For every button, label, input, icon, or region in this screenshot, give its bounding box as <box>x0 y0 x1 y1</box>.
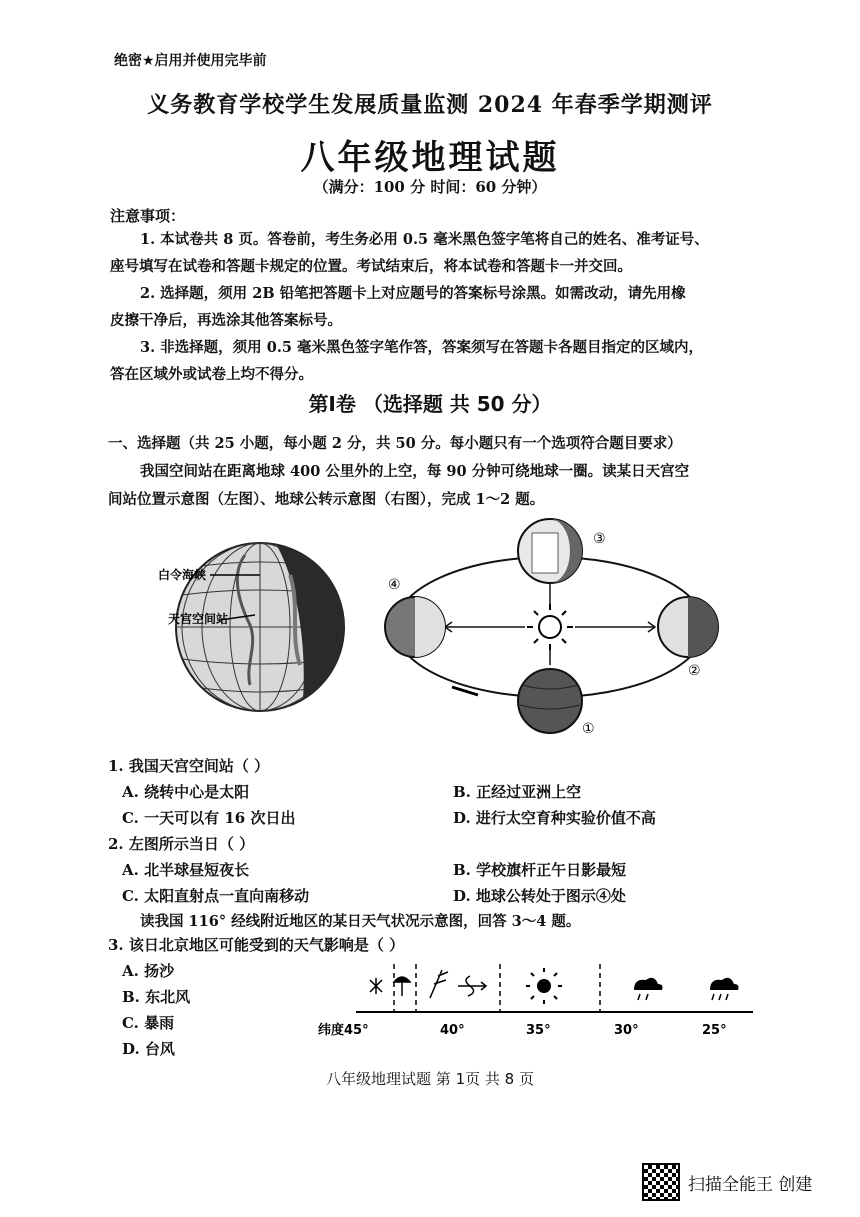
earth-position-4 <box>385 597 445 657</box>
option: C. 暴雨 <box>122 1014 175 1032</box>
earth-position-3 <box>518 519 582 583</box>
earth-position-2 <box>658 597 718 657</box>
label-bering-strait: 白令海峡 <box>158 568 207 582</box>
weather-intro: 读我国 116° 经线附近地区的某日天气状况示意图，回答 3～4 题。 <box>140 913 581 930</box>
note-line: 皮擦干净后，再选涂其他答案标号。 <box>110 312 342 329</box>
sunny-icon <box>526 968 562 1004</box>
sandstorm-icon <box>370 978 382 994</box>
option: A. 绕转中心是太阳 <box>122 783 250 801</box>
confidential-label: 绝密★启用并使用完毕前 <box>114 53 267 69</box>
scanner-watermark <box>642 1163 812 1201</box>
exam-name: 义务教育学校学生发展质量监测 2024 年春季学期测评 <box>147 92 713 118</box>
notes-heading: 注意事项： <box>110 207 186 225</box>
question-stem: 2. 左图所示当日（ ） <box>108 835 255 853</box>
position-label: ④ <box>388 577 401 593</box>
option: A. 扬沙 <box>122 962 175 980</box>
option: B. 东北风 <box>122 988 191 1006</box>
latitude-tick: 35° <box>526 1023 551 1038</box>
option: D. 进行太空育种实验价值不高 <box>453 809 656 827</box>
scanner-text: 扫描全能王 创建 <box>688 1174 813 1195</box>
option: D. 台风 <box>122 1040 175 1058</box>
sun-icon <box>527 604 573 650</box>
page-title: 八年级地理试题 <box>300 138 560 178</box>
exam-meta: （满分：100 分 时间：60 分钟） <box>313 178 547 196</box>
latitude-tick: 40° <box>440 1023 465 1038</box>
latitude-tick: 25° <box>702 1023 727 1038</box>
section-title: 第Ⅰ卷 （选择题 共 50 分） <box>308 392 552 416</box>
section-instruction: 一、选择题（共 25 小题，每小题 2 分，共 50 分。每小题只有一个选项符合题目要求） <box>108 435 682 452</box>
position-label: ③ <box>593 531 606 547</box>
position-label: ② <box>688 663 701 679</box>
qr-code-icon <box>642 1163 680 1201</box>
option: B. 学校旗杆正午日影最短 <box>453 861 627 879</box>
light-rain-icon <box>634 978 663 1000</box>
cloud-rain-icon <box>394 977 410 996</box>
label-space-station: 天宫空间站 <box>168 612 229 626</box>
orbit-figure <box>360 515 720 740</box>
latitude-tick: 30° <box>614 1023 639 1038</box>
wind-icon <box>430 970 448 998</box>
intro-text: 间站位置示意图（左图）、地球公转示意图（右图），完成 1～2 题。 <box>108 491 545 508</box>
position-label: ① <box>582 721 595 737</box>
heavy-rain-icon <box>710 978 739 1000</box>
note-line: 座号填写在试卷和答题卡规定的位置。考试结束后，将本试卷和答题卡一并交回。 <box>110 258 632 275</box>
note-line: 答在区域外或试卷上均不得分。 <box>110 366 313 383</box>
question-stem: 1. 我国天宫空间站（ ） <box>108 757 270 775</box>
option: C. 一天可以有 16 次日出 <box>122 809 296 827</box>
intro-text: 我国空间站在距离地球 400 公里外的上空，每 90 分钟可绕地球一圈。读某日天宫空 <box>140 463 690 480</box>
option: D. 地球公转处于图示④处 <box>453 887 626 905</box>
weather-diagram <box>318 962 758 1042</box>
option: B. 正经过亚洲上空 <box>453 783 582 801</box>
note-line: 2. 选择题，须用 2B 铅笔把答题卡上对应题号的答案标号涂黑。如需改动，请先用橡 <box>140 285 686 302</box>
dust-icon <box>458 976 486 996</box>
note-line: 3. 非选择题，须用 0.5 毫米黑色签字笔作答，答案须写在答题卡各题目指定的区域内， <box>140 339 704 356</box>
option: C. 太阳直射点一直向南移动 <box>122 887 310 905</box>
note-line: 1. 本试卷共 8 页。答卷前，考生务必用 0.5 毫米黑色签字笔将自己的姓名、准考证号、 <box>140 231 709 248</box>
option: A. 北半球昼短夜长 <box>122 861 250 879</box>
earth-position-1 <box>518 669 582 733</box>
latitude-label: 纬度45° <box>318 1023 369 1038</box>
question-stem: 3. 该日北京地区可能受到的天气影响是（ ） <box>108 936 405 954</box>
globe-figure <box>150 535 365 720</box>
page-footer: 八年级地理试题 第 1页 共 8 页 <box>326 1070 534 1088</box>
